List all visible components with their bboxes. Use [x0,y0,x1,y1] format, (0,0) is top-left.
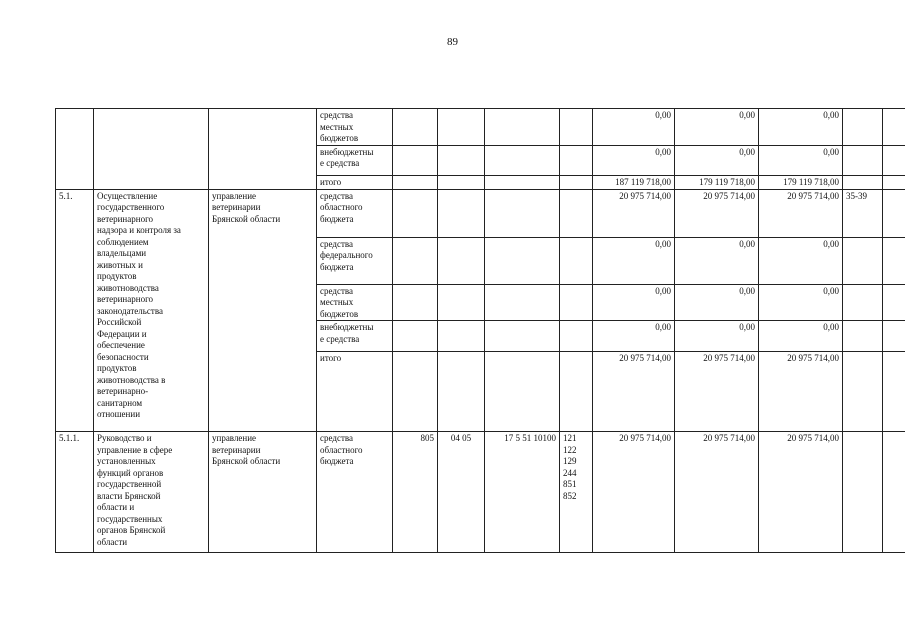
amount-cell-2: 0,00 [675,237,759,284]
funding-source-cell: внебюджетны е средства [317,321,393,352]
funding-source-cell: средства местных бюджетов [317,109,393,146]
funding-source-cell: средства областного бюджета [317,432,393,553]
extra-cell [883,175,905,189]
vr-cell [560,284,593,321]
vr-cell [560,189,593,237]
indicator-cell [843,145,883,175]
amount-cell-2: 0,00 [675,321,759,352]
grbs-cell [393,189,438,237]
extra-cell [883,284,905,321]
indicator-cell [843,109,883,146]
executor-cell [209,109,317,190]
amount-cell-3: 179 119 718,00 [759,175,843,189]
amount-cell-2: 20 975 714,00 [675,352,759,432]
amount-cell-1: 0,00 [593,109,675,146]
grbs-cell [393,109,438,146]
amount-cell-2: 20 975 714,00 [675,189,759,237]
executor-cell: управление ветеринарии Брянской области [209,189,317,432]
funding-source-cell: средства областного бюджета [317,189,393,237]
amount-cell-1: 20 975 714,00 [593,432,675,553]
indicator-cell: 35-39 [843,189,883,237]
rzpr-cell [438,237,485,284]
grbs-cell [393,321,438,352]
rzpr-cell [438,175,485,189]
extra-cell [883,109,905,146]
funding-source-cell: средства местных бюджетов [317,284,393,321]
grbs-cell [393,175,438,189]
indicator-cell [843,432,883,553]
csr-cell [485,352,560,432]
row-number-cell: 5.1. [56,189,94,432]
extra-cell [883,189,905,237]
vr-cell [560,175,593,189]
executor-cell: управление ветеринарии Брянской области [209,432,317,553]
amount-cell-3: 0,00 [759,109,843,146]
table-row [56,109,905,146]
grbs-cell: 805 [393,432,438,553]
measure-name-cell: Осуществление государственного ветеринарного надзора и контроля за соблюдением владельцами животных и продуктов животноводства ветеринарного законодательства Российской Федерации и обеспечение безопасности продуктов животноводства в ветеринарно- санитарном отношении [94,189,209,432]
row-number-cell [56,109,94,190]
funding-source-cell: внебюджетны е средства [317,145,393,175]
rzpr-cell [438,352,485,432]
measure-name-cell [94,109,209,190]
measure-name-cell: Руководство и управление в сфере установленных функций органов государственной власти Брянской области и государственных органов Брянской области [94,432,209,553]
extra-cell [883,432,905,553]
amount-cell-3: 0,00 [759,284,843,321]
table-row [56,432,905,553]
funding-source-cell: итого [317,175,393,189]
grbs-cell [393,352,438,432]
vr-cell [560,321,593,352]
row-number-cell: 5.1.1. [56,432,94,553]
extra-cell [883,321,905,352]
csr-cell [485,189,560,237]
indicator-cell [843,352,883,432]
extra-cell [883,352,905,432]
table-row [56,189,905,237]
amount-cell-2: 20 975 714,00 [675,432,759,553]
amount-cell-1: 0,00 [593,145,675,175]
amount-cell-3: 0,00 [759,145,843,175]
csr-cell: 17 5 51 10100 [485,432,560,553]
amount-cell-3: 0,00 [759,321,843,352]
extra-cell [883,237,905,284]
amount-cell-3: 20 975 714,00 [759,432,843,553]
csr-cell [485,321,560,352]
csr-cell [485,237,560,284]
csr-cell [485,109,560,146]
vr-cell [560,145,593,175]
rzpr-cell [438,109,485,146]
vr-cell [560,237,593,284]
amount-cell-1: 187 119 718,00 [593,175,675,189]
rzpr-cell [438,321,485,352]
amount-cell-1: 0,00 [593,321,675,352]
amount-cell-3: 0,00 [759,237,843,284]
csr-cell [485,145,560,175]
indicator-cell [843,284,883,321]
amount-cell-2: 0,00 [675,145,759,175]
amount-cell-3: 20 975 714,00 [759,352,843,432]
rzpr-cell: 04 05 [438,432,485,553]
grbs-cell [393,237,438,284]
amount-cell-2: 0,00 [675,109,759,146]
rzpr-cell [438,189,485,237]
rzpr-cell [438,284,485,321]
amount-cell-1: 0,00 [593,284,675,321]
rzpr-cell [438,145,485,175]
amount-cell-1: 20 975 714,00 [593,189,675,237]
csr-cell [485,284,560,321]
indicator-cell [843,175,883,189]
grbs-cell [393,145,438,175]
amount-cell-3: 20 975 714,00 [759,189,843,237]
amount-cell-1: 20 975 714,00 [593,352,675,432]
funding-source-cell: итого [317,352,393,432]
funding-source-cell: средства федерального бюджета [317,237,393,284]
page-number: 89 [447,36,458,48]
indicator-cell [843,321,883,352]
csr-cell [485,175,560,189]
vr-cell [560,109,593,146]
extra-cell [883,145,905,175]
budget-table [55,108,905,553]
amount-cell-2: 0,00 [675,284,759,321]
amount-cell-1: 0,00 [593,237,675,284]
vr-cell: 121 122 129 244 851 852 [560,432,593,553]
amount-cell-2: 179 119 718,00 [675,175,759,189]
grbs-cell [393,284,438,321]
indicator-cell [843,237,883,284]
vr-cell [560,352,593,432]
